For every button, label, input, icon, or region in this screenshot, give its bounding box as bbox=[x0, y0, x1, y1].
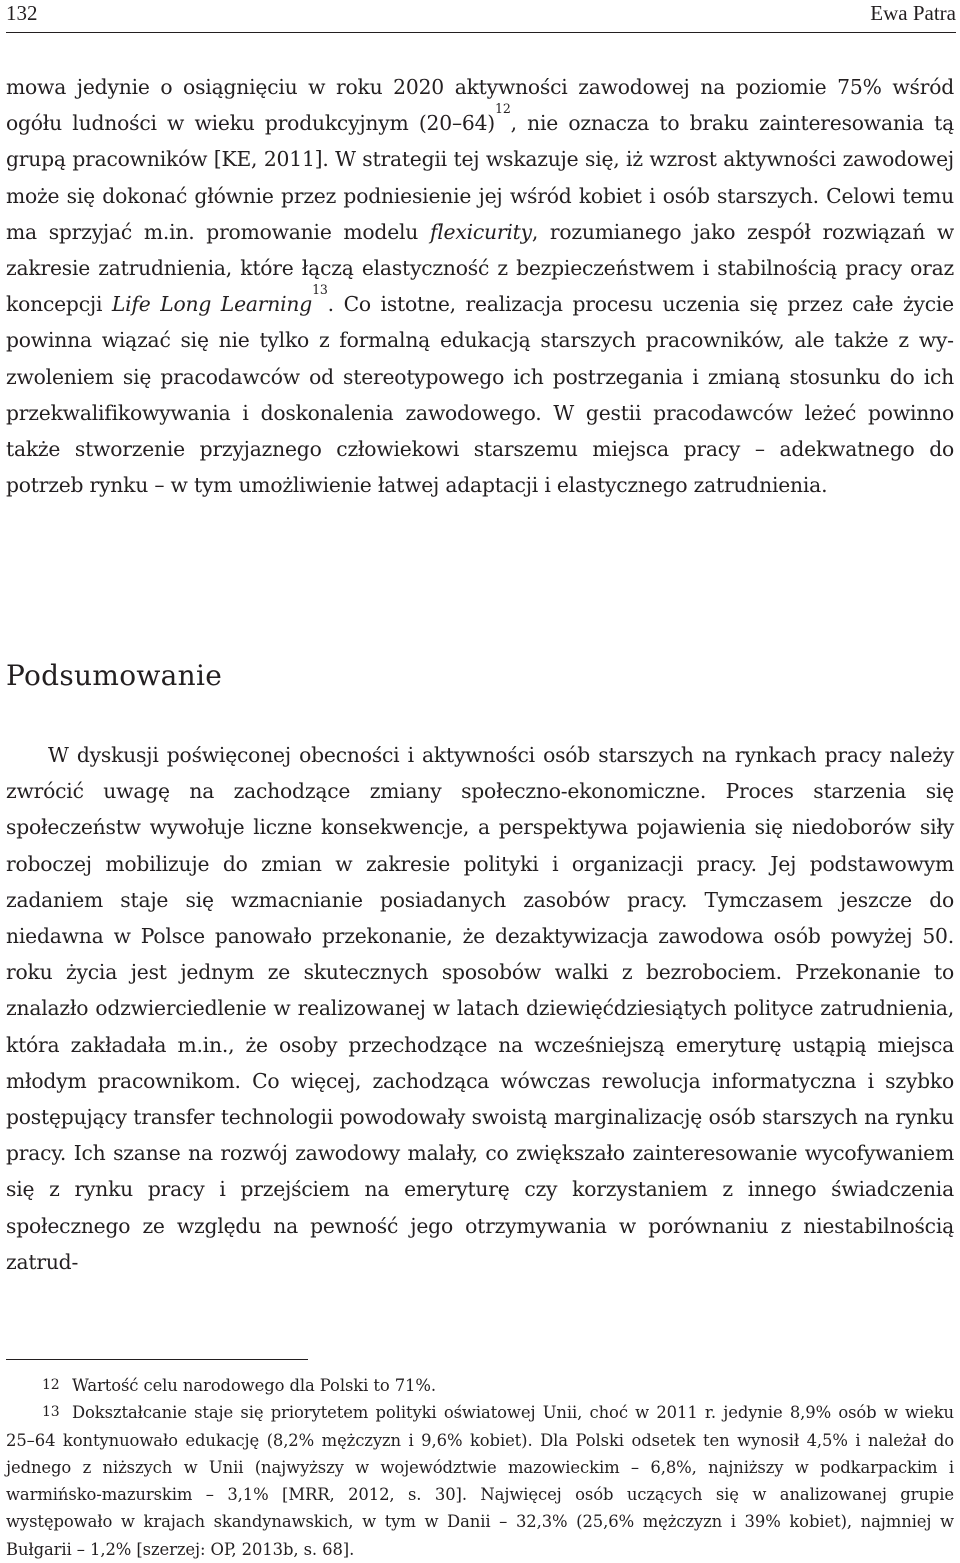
running-header bbox=[6, 0, 956, 33]
footnote-text: Dokształcanie staje się priorytetem polityki oświatowej Unii, choć w 2011 r. jedynie 8,9% osób w wieku 25–64 kontynuowało edukację (8,2% mężczyzn i 9,6% kobiet). Dla Polski odsetek ten wynosił 4,5% i należał do jednego z niższych w Unii (najwyższy w województwie mazowieckim – 6,8%, najniższy w podkarpackim i warmińsko-mazurskim – 3,1% [MRR, 2012, s. 30]. Najwięcej osób uczących się w analizowanej grupie występowało w krajach skandynawskich, w tym w Danii – 32,3% (25,6% mężczyzn i 39% kobiet), najmniej w Bułgarii – 1,2% [szerzej: OP, 2013b, s. 68]. bbox=[6, 1403, 954, 1559]
footnote-mark: 13 bbox=[42, 1404, 60, 1421]
running-head-author: Ewa Patra bbox=[870, 1, 956, 25]
paragraph-text: . Co istotne, realizacja procesu uczenia się przez całe życie powinna wiązać się nie tylko z formalną edukacją starszych pracowników, ale także z wyzwoleniem się pracodawców od stereotypowego ich postrzegania i zmianą stosunku do ich przekwalifikowywania i doskonalenia zawodowego. W gestii pracodawców leżeć powinno także stworzenie przyjaznego człowiekowi starszemu miejsca pracy – adekwatnego do potrzeb rynku – w tym umożliwienie łatwej adaptacji i elastycznego zatrudnienia. bbox=[6, 292, 954, 498]
book-page bbox=[6, 0, 956, 1563]
section-heading: Podsumowanie bbox=[6, 659, 223, 692]
term-life-long-learning: Life Long Learning bbox=[111, 292, 313, 317]
footnote-13 bbox=[6, 1399, 954, 1563]
footnote-12 bbox=[6, 1372, 954, 1399]
footnote-separator bbox=[6, 1359, 308, 1360]
term-flexicurity: flexicurity bbox=[429, 219, 532, 244]
footnote-text: Wartość celu narodowego dla Polski to 71%. bbox=[72, 1376, 436, 1395]
paragraph-text: , nie oznacza to braku zainteresowania tą grupą pracowników [KE, 2011]. W strategii tej wskazuje się, iż wzrost aktywności zawodowej może się dokonać głównie przez podniesienie jej wśród kobiet i osób starszych. Celowi temu ma sprzyjać m.in. promowanie modelu bbox=[6, 111, 954, 244]
body-paragraph-2: W dyskusji poświęconej obecności i aktywności osób starszych na rynkach pracy należy zwrócić uwagę na zachodzące zmiany społeczno-ekonomiczne. Proces starzenia się społeczeństw wywołuje liczne konsekwencje, a perspektywa pojawienia się niedoborów siły roboczej mobilizuje do zmian w zakresie polityki i organizacji pracy. Jej podstawowym zadaniem staje się wzmacnianie posiadanych zasobów pracy. Tymczasem jeszcze do niedawna w Polsce panowało przekonanie, że dezaktywizacja zawodowa osób powyżej 50. roku życia jest jednym ze skutecznych sposobów walki z bezrobociem. Przekonanie to znalazło odzwierciedlenie w realizowanej w latach dziewięćdziesiątych polityce zatrudnienia, która zakładała m.in., że osoby przechodzące na wcześniejszą emeryturę ustąpią miejsca młodym pracownikom. Co więcej, zachodząca wówczas rewolucja informatyczna i szybko postępujący transfer technologii powodowały swoistą marginalizację osób starszych na rynku pracy. Ich szanse na rozwój zawodowy malały, co zwiększało zainteresowanie wycofywaniem się z rynku pracy i przejściem na emeryturę czy korzystaniem z innego świadczenia społecznego ze względu na pewność jego otrzymywania w porównaniu z niestabilnością zatrud- bbox=[6, 743, 954, 1274]
page-number: 132 bbox=[6, 1, 38, 25]
footnote-mark: 12 bbox=[42, 1377, 60, 1393]
footnote-ref-13: 13 bbox=[312, 282, 328, 298]
paragraph-text: mowa jedynie o osiągnięciu w roku 2020 aktywności zawodowej na poziomie 75% wśród ogółu ludności w wieku produkcyjnym (20–64) bbox=[6, 75, 954, 136]
paragraph-text: , rozumianego jako zespół rozwiązań w zakresie zatrudnienia, które łączą elastyczność z bezpieczeństwem i stabilnością pracy oraz koncepcji bbox=[6, 219, 954, 317]
footnotes bbox=[6, 1372, 954, 1563]
body-paragraph-1 bbox=[6, 69, 954, 503]
footnote-ref-12: 12 bbox=[495, 101, 511, 117]
